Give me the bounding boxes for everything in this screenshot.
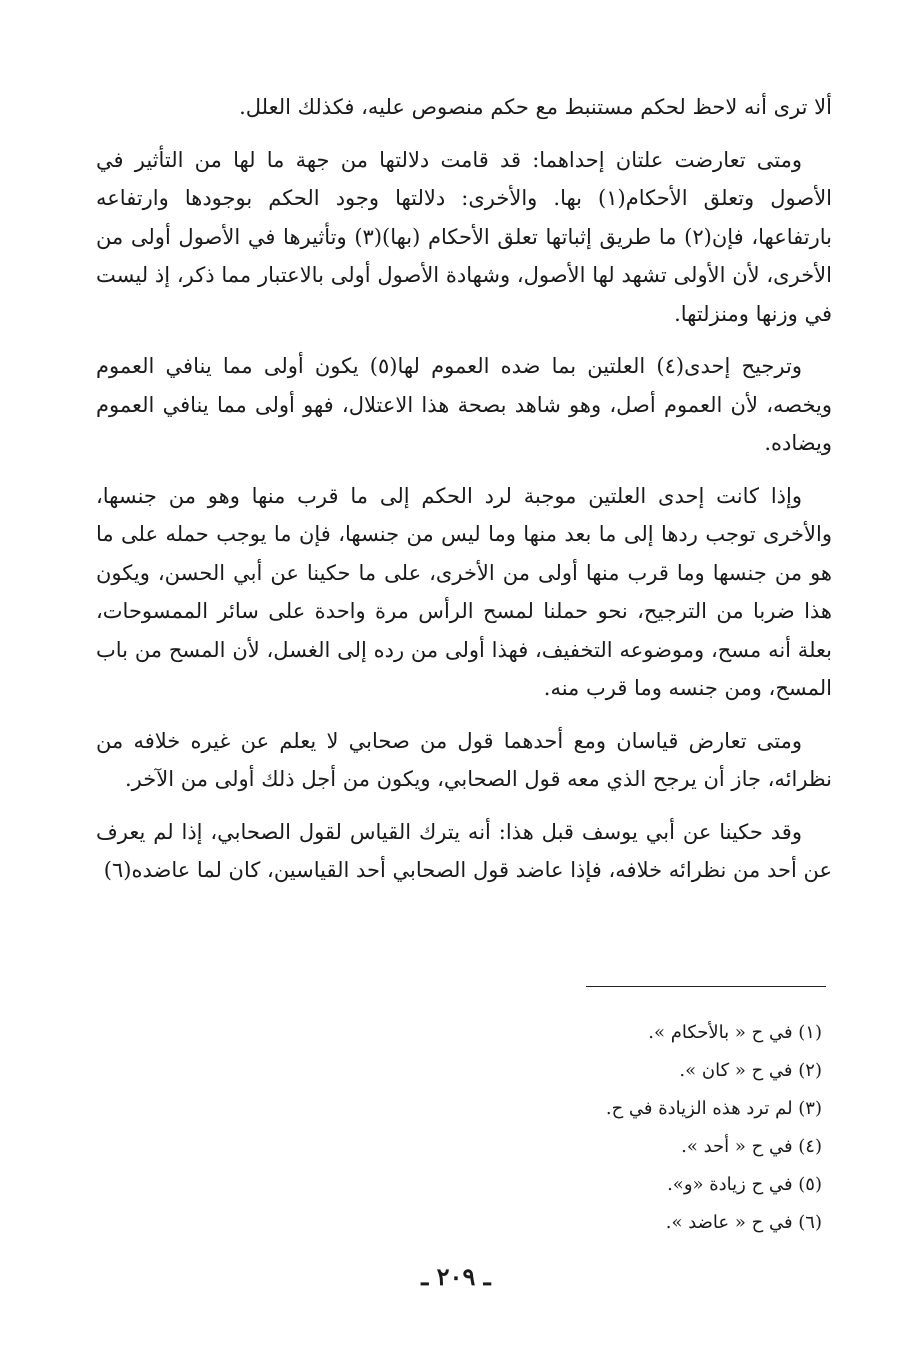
footnotes [322,1014,822,1242]
page-number: ـ ٢٠٩ ـ [421,1262,491,1291]
footnote: (٣) لم ترد هذه الزيادة في ح. [605,1098,822,1119]
paragraph: ألا ترى أنه لاحظ لحكم مستنبط مع حكم منصوص عليه، فكذلك العلل. [239,95,832,119]
footnote: (٤) في ح « أحد ». [681,1136,822,1157]
footnote: (٢) في ح « كان ». [679,1060,822,1081]
footnote-divider [586,986,826,987]
footnote: (٦) في ح « عاضد ». [665,1212,822,1233]
paragraph: ومتى تعارضت علتان إحداهما: قد قامت دلالتها من جهة ما لها من التأثير في الأصول وتعلق الأحكام(١) بها. والأخرى: دلالتها وجود الحكم بوجودها وارتفاعه بارتفاعها، فإن(٢) ما طريق إثباتها تعلق الأحكام (بها)(٣) وتأثيرها في الأصول أولى من الأخرى، لأن الأولى تشهد لها الأصول، وشهادة الأصول أولى بالاعتبار مما ذكر، إذ ليست في وزنها ومنزلتها. [96,147,833,326]
paragraph: وقد حكينا عن أبي يوسف قبل هذا: أنه يترك القياس لقول الصحابي، إذا لم يعرف عن أحد من نظرائه خلافه، فإذا عاضد قول الصحابي أحد القياسين، كان لما عاضده(٦) [96,819,832,882]
paragraph: وإذا كانت إحدى العلتين موجبة لرد الحكم إلى ما قرب منها وهو من جنسها، والأخرى توجب ردها إلى ما بعد منها وما ليس من جنسها، فإن ما يوجب حمله على ما هو من جنسها وما قرب منها أولى من الأخرى، على ما حكينا عن أبي الحسن، ويكون هذا ضربا من الترجيح، نحو حملنا لمسح الرأس مرة واحدة على سائر الممسوحات، بعلة أنه مسح، وموضوعه التخفيف، فهذا أولى من رده إلى الغسل، لأن المسح من باب المسح، ومن جنسه وما قرب منه. [96,483,832,700]
paragraph: وترجيح إحدى(٤) العلتين بما ضده العموم لها(٥) يكون أولى مما ينافي العموم ويخصه، لأن العموم أصل، وهو شاهد بصحة هذا الاعتلال، فهو أولى مما ينافي العموم ويضاده. [96,354,832,455]
paragraph: ومتى تعارض قياسان ومع أحدهما قول من صحابي لا يعلم عن غيره خلافه من نظرائه، جاز أن يرجح الذي معه قول الصحابي، ويكون من أجل ذلك أولى من الآخر. [96,728,832,791]
footnote: (١) في ح « بالأحكام ». [648,1022,822,1043]
footnote: (٥) في ح زيادة «و». [667,1174,822,1195]
main-text [96,88,832,904]
